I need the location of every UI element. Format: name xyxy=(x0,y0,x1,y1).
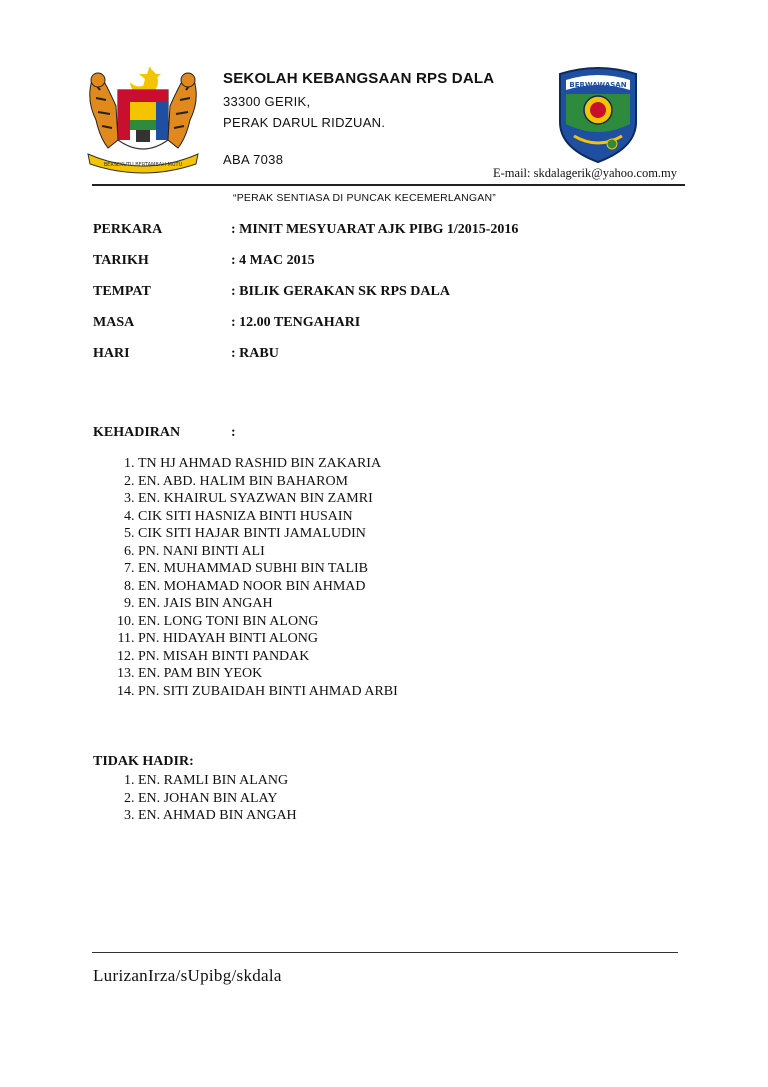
school-crest-banner-text: BERWAWASAN xyxy=(569,81,627,89)
absent-section xyxy=(93,754,297,825)
list-item: 3. EN. AHMAD BIN ANGAH xyxy=(138,807,297,825)
list-item: 4. CIK SITI HASNIZA BINTI HUSAIN xyxy=(138,508,398,526)
list-item: 1. TN HJ AHMAD RASHID BIN ZAKARIA xyxy=(138,455,398,473)
coat-of-arms-motto-text: BERSEKUTU BERTAMBAH MUTU xyxy=(103,162,183,168)
list-item: 14. PN. SITI ZUBAIDAH BINTI AHMAD ARBI xyxy=(138,683,398,701)
list-item: 3. EN. KHAIRUL SYAZWAN BIN ZAMRI xyxy=(138,490,398,508)
list-item: 10. EN. LONG TONI BIN ALONG xyxy=(138,613,398,631)
list-item: 2. EN. ABD. HALIM BIN BAHAROM xyxy=(138,473,398,491)
list-item: 13. EN. PAM BIN YEOK xyxy=(138,665,398,683)
school-motto: “PERAK SENTIASA DI PUNCAK KECEMERLANGAN” xyxy=(233,192,496,204)
footer-text: LurizanIrza/sUpibg/skdala xyxy=(93,966,282,985)
list-item: 6. PN. NANI BINTI ALI xyxy=(138,543,398,561)
meeting-value: : 4 MAC 2015 xyxy=(231,253,315,268)
school-name: SEKOLAH KEBANGSAAN RPS DALA xyxy=(223,70,495,87)
meeting-label: TARIKH xyxy=(93,253,149,268)
coat-of-arms-emblem xyxy=(78,60,208,180)
list-item: 7. EN. MUHAMMAD SUBHI BIN TALIB xyxy=(138,560,398,578)
attendance-heading-label: KEHADIRAN xyxy=(93,425,181,440)
absent-heading: TIDAK HADIR: xyxy=(93,754,194,769)
school-email: E-mail: skdalagerik@yahoo.com.my xyxy=(493,166,678,180)
attendance-heading xyxy=(93,425,398,441)
list-item: 9. EN. JAIS BIN ANGAH xyxy=(138,595,398,613)
meeting-row-masa xyxy=(93,315,518,346)
list-item: 5. CIK SITI HAJAR BINTI JAMALUDIN xyxy=(138,525,398,543)
meeting-value: : MINIT MESYUARAT AJK PIBG 1/2015-2016 xyxy=(231,222,519,237)
list-item: 12. PN. MISAH BINTI PANDAK xyxy=(138,648,398,666)
meeting-details xyxy=(93,222,518,377)
absent-list xyxy=(93,772,297,825)
address-line-2: PERAK DARUL RIDZUAN. xyxy=(223,115,386,130)
meeting-value: : BILIK GERAKAN SK RPS DALA xyxy=(231,284,450,299)
meeting-row-tarikh xyxy=(93,253,518,284)
attendance-heading-colon: : xyxy=(231,425,236,440)
meeting-row-tempat xyxy=(93,284,518,315)
meeting-label: MASA xyxy=(93,315,135,330)
present-list xyxy=(93,455,398,700)
meeting-label: PERKARA xyxy=(93,222,163,237)
footer-divider xyxy=(92,952,678,953)
list-item: 2. EN. JOHAN BIN ALAY xyxy=(138,790,297,808)
list-item: 1. EN. RAMLI BIN ALANG xyxy=(138,772,297,790)
list-item: 8. EN. MOHAMAD NOOR BIN AHMAD xyxy=(138,578,398,596)
meeting-value: : RABU xyxy=(231,346,279,361)
meeting-value: : 12.00 TENGAHARI xyxy=(231,315,361,330)
header-divider xyxy=(92,184,685,186)
school-header xyxy=(223,70,494,167)
meeting-row-perkara xyxy=(93,222,518,253)
attendance-section xyxy=(93,425,398,700)
address-line-1: 33300 GERIK, xyxy=(223,94,311,109)
list-item: 11. PN. HIDAYAH BINTI ALONG xyxy=(138,630,398,648)
meeting-row-hari xyxy=(93,346,518,377)
meeting-label: TEMPAT xyxy=(93,284,151,299)
meeting-label: HARI xyxy=(93,346,130,361)
school-code: ABA 7038 xyxy=(223,152,284,167)
school-crest-emblem xyxy=(552,64,644,164)
